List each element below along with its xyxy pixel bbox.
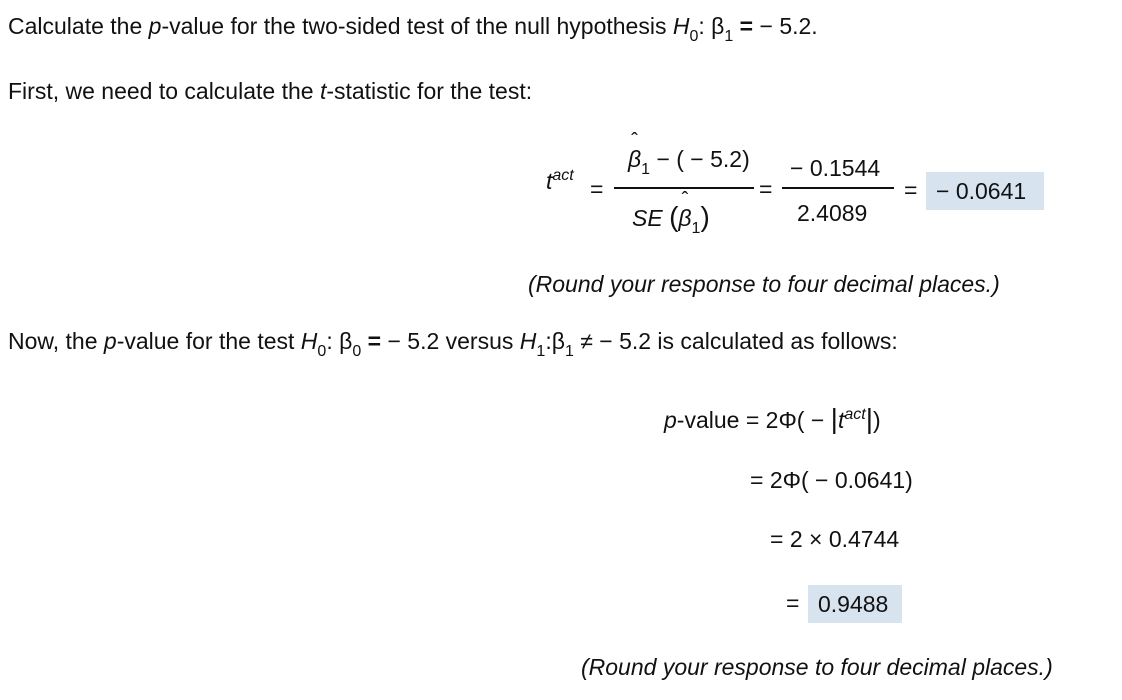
question-text: Calculate the p-value for the two-sided test of the null hypothesis $H_0$: $\beta_1$ = − 5.2. [8,13,818,45]
round-note-2: (Round your response to four decimal places.) [581,654,1053,680]
equals-1: = [590,176,604,202]
step2-text: Now, the p-value for the test $H_0$: $\beta_0$ = − 5.2 versus $H_1:\beta_1$ ≠ − 5.2 is calculated as follows: [8,328,898,360]
fraction-1-numerator: ˆ $\beta_1$ − ( − 5.2) [628,146,750,173]
fraction-2-bar [782,187,894,189]
p-value-line-2: = 2Φ( − 0.0641) [750,467,913,493]
fraction-2-denominator: 2.4089 [797,200,868,226]
p-value-line-1: p-value = $2\Phi( - |t^{act}|)$ [664,403,881,434]
equals-2: = [759,176,773,202]
p-value-answer[interactable]: 0.9488 [808,585,902,623]
equals-3: = [904,177,918,203]
equals-4: = [786,590,800,616]
fraction-1-denominator: SE (ˆ $\beta_1$) [632,201,710,233]
round-note-1: (Round your response to four decimal places.) [528,271,1000,297]
t-statistic-answer[interactable]: − 0.0641 [926,172,1044,210]
p-value-line-3: = 2 × 0.4744 [770,526,900,552]
t-act-symbol: $t^{act}$ [546,167,574,194]
fraction-2-numerator: − 0.1544 [790,155,881,181]
step1-text: First, we need to calculate the t-statistic for the test: [8,78,533,104]
